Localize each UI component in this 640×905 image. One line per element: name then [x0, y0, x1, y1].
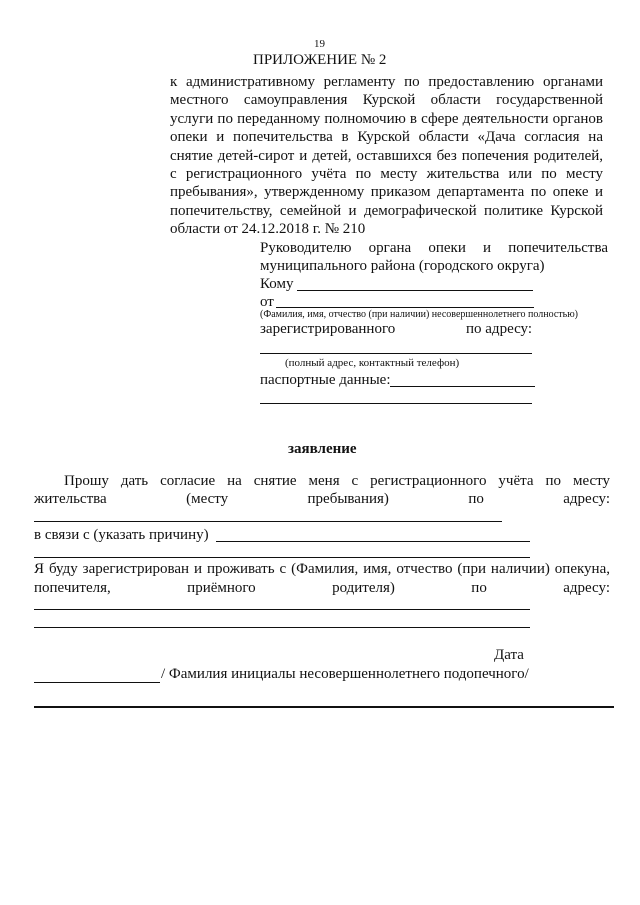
- reason-field[interactable]: [216, 541, 530, 542]
- date-label: Дата: [494, 647, 524, 663]
- register-line: Я буду зарегистрирован и проживать с (Фамилия, имя, отчество (при наличии) опекуна,: [34, 561, 610, 577]
- regulation-reference: [170, 73, 603, 239]
- signature-field[interactable]: [34, 682, 160, 683]
- regulation-line: попечительству, семейной и демографической политике Курской: [170, 202, 603, 219]
- signature-label: / Фамилия инициалы несовершеннолетнего подопечного/: [161, 666, 529, 682]
- bottom-rule: [34, 706, 614, 708]
- passport-label: паспортные данные:: [260, 372, 391, 388]
- request-line: жительства (месту пребывания) по адресу:: [34, 491, 610, 507]
- from-label: от: [260, 294, 274, 310]
- page-number: 19: [314, 38, 325, 50]
- regulation-line: с регистрационного учёта по месту жительства или по месту: [170, 166, 603, 183]
- regulation-line: пребывания», утвержденному приказом департамента по опеке и: [170, 184, 603, 201]
- from-hint: (Фамилия, имя, отчество (при наличии) несовершеннолетнего полностью): [260, 309, 579, 320]
- guardian-field[interactable]: [34, 609, 530, 610]
- reason-field-line2[interactable]: [34, 557, 530, 558]
- guardian-field-line2[interactable]: [34, 627, 530, 628]
- regulation-line: к административному регламенту по предоставлению органами: [170, 74, 603, 90]
- regulation-line: опеки и попечительства в Курской области «Дача согласия на: [170, 129, 603, 146]
- to-label: Кому: [260, 276, 294, 292]
- reason-label: в связи с (указать причину): [34, 527, 209, 543]
- regulation-line: снятие детей-сирот и детей, оставшихся без попечения родителей,: [170, 147, 603, 164]
- address-field[interactable]: [260, 353, 532, 354]
- form-title: заявление: [288, 441, 357, 457]
- addressee-line: Руководителю органа опеки и попечительства: [260, 240, 608, 256]
- address-hint: (полный адрес, контактный телефон): [285, 357, 460, 369]
- regulation-line: местного самоуправления Курской области государственной: [170, 92, 603, 109]
- passport-field-line2[interactable]: [260, 403, 532, 404]
- passport-field[interactable]: [390, 386, 535, 387]
- regulation-line: области от 24.12.2018 г. № 210: [170, 221, 366, 238]
- addressee-line: муниципального района (городского округа): [260, 258, 545, 274]
- at-address-label: по адресу:: [466, 321, 533, 337]
- appendix-title: ПРИЛОЖЕНИЕ № 2: [253, 52, 387, 68]
- regulation-line: услуги по переданному полномочию в сфере деятельности органов: [170, 110, 603, 127]
- address-line-field[interactable]: [34, 521, 502, 522]
- request-line: Прошу дать согласие на снятие меня с регистрационного учёта по месту: [64, 473, 610, 489]
- register-line: попечителя, приёмного родителя) по адресу:: [34, 580, 610, 596]
- to-field[interactable]: [297, 290, 533, 291]
- from-field[interactable]: [276, 307, 534, 308]
- registered-label: зарегистрированного: [260, 321, 396, 337]
